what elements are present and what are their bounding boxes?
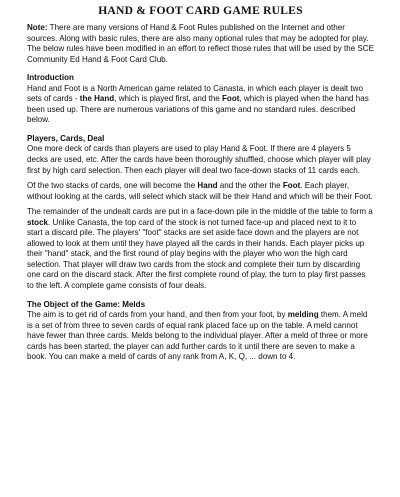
players-paragraph-3 — [27, 207, 374, 291]
introduction-paragraph — [27, 84, 374, 126]
stock-term: stock — [27, 217, 49, 227]
players-text-2a: Of the two stacks of cards, one will become the — [27, 181, 198, 191]
introduction-text-1: Hand and Foot is a North American game related to Canasta, in which each player is dealt two sets of cards - — [27, 83, 363, 104]
page-title: HAND & FOOT CARD GAME RULES — [98, 4, 303, 17]
hand-term: the Hand — [79, 94, 115, 104]
players-paragraph-1: One more deck of cards than players are used to play Hand & Foot. If there are 4 players 5 decks are used, etc. After the cards have been thoroughly shuffled, choose which player will play first by high card selection. Then each player will deal two face-down stacks of 11 cards each. — [27, 144, 371, 175]
object-paragraph — [27, 310, 374, 363]
introduction-text-2: , which is played first, and the — [114, 94, 223, 104]
melding-term: melding — [287, 310, 319, 320]
note-text: There are many versions of Hand & Foot Rules published on the Internet and other sources. Along with basic rules, there are also many optional rules that may be adopted for play. The below rules have been modified in an effort to reflect those rules that will be used by the SCE Community Ed Hand & Foot Card Club. — [27, 23, 374, 64]
note-label: Note: — [27, 23, 48, 32]
hand-term-2: Hand — [197, 181, 218, 191]
players-heading: Players, Cards, Deal — [27, 133, 105, 143]
object-text-1: The aim is to get rid of cards from your hand, and then from your foot, by — [27, 310, 288, 320]
foot-term-2: Foot — [282, 181, 301, 191]
players-text-3b: . Unlike Canasta, the top card of the stock is not turned face-up and placed next to it to start a discard pile. The players' "foot" stacks are set aside face down and the players are not allowed to look at them until they have played all the cards in their hands. Each player picks up their "hand" stack, and the first round of play begins with the player who won the high card selection. That player will draw two cards from the stock and complete their turn by discarding one card on the discard stack. After the first complete round of play, the turn to play first passes to the left. A complete game consists of four deals. — [27, 217, 366, 291]
foot-term: Foot — [222, 94, 240, 104]
object-text-2: them. A meld is a set of from three to seven cards of equal rank placed face up on the table. A meld cannot have fewer than three cards. Melds belong to the individual player. After a meld of three or more cards has been started, the player can add further cards to it until there are seven to make a book. You can make a meld of cards of any rank from A, K, Q, ... down to 4. — [27, 310, 368, 362]
introduction-text-3: , which is played when the hand has been used up. There are numerous variations of this game and no standard rules. described below. — [27, 94, 369, 125]
introduction-heading: Introduction — [27, 73, 74, 83]
note-paragraph — [27, 23, 374, 65]
object-heading: The Object of the Game: Melds — [27, 299, 146, 309]
players-paragraph-2 — [27, 181, 374, 202]
players-text-2c: . Each player, without looking at the cards, will select which stack will be their Hand and which will be their Foot. — [27, 181, 373, 201]
players-text-3a: The remainder of the undealt cards are put in a face-down pile in the middle of the table to form a — [27, 207, 373, 217]
players-text-2b: and the other the — [217, 181, 283, 191]
